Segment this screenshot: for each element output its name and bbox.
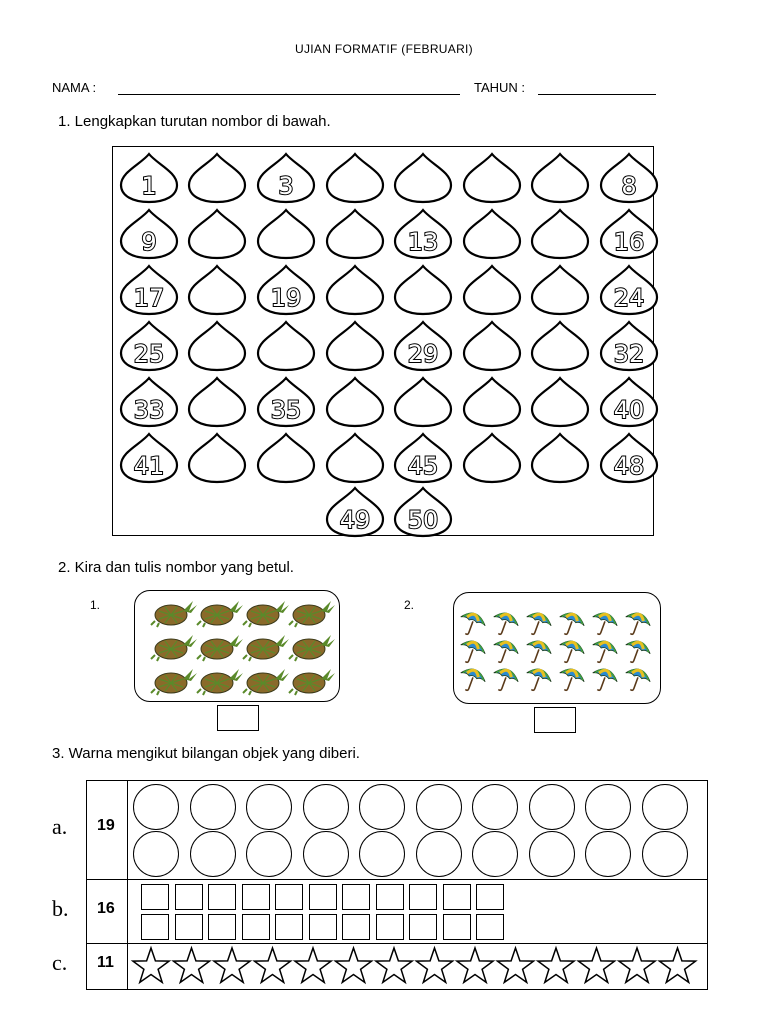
- raindrop-number: [393, 486, 453, 538]
- umbrella-icon: [555, 609, 587, 639]
- pineapple-icon: [151, 669, 197, 695]
- color-square[interactable]: [242, 884, 270, 910]
- umbrella-icon: [555, 665, 587, 695]
- umbrella-icon: [522, 637, 554, 667]
- raindrop-number: [393, 320, 453, 372]
- pineapple-icon: [151, 635, 197, 661]
- color-square[interactable]: [342, 914, 370, 940]
- raindrop-outline: [327, 210, 383, 258]
- sequence-number: 29: [407, 340, 439, 368]
- raindrop-blank[interactable]: [393, 152, 453, 204]
- color-square[interactable]: [275, 884, 303, 910]
- raindrop-outline: [189, 210, 245, 258]
- raindrop-number: [599, 432, 659, 484]
- color-square[interactable]: [309, 884, 337, 910]
- raindrop-blank[interactable]: [187, 208, 247, 260]
- color-star[interactable]: [497, 948, 533, 982]
- pineapple-icon: [197, 635, 243, 661]
- sequence-number: 35: [270, 396, 302, 424]
- raindrop-outline: [464, 378, 520, 426]
- umbrella-icon: [456, 665, 488, 695]
- raindrop-number: [256, 152, 316, 204]
- umbrella-icon: [489, 637, 521, 667]
- sequence-number: 32: [613, 340, 645, 368]
- color-circle[interactable]: [472, 831, 518, 877]
- raindrop-outline: [395, 378, 451, 426]
- row-b-count: 16: [97, 900, 115, 917]
- color-square[interactable]: [175, 884, 203, 910]
- sequence-number: 19: [270, 284, 302, 312]
- color-square[interactable]: [275, 914, 303, 940]
- color-star[interactable]: [538, 948, 574, 982]
- color-square[interactable]: [376, 914, 404, 940]
- color-circle[interactable]: [585, 831, 631, 877]
- umbrella-icon: [588, 665, 620, 695]
- raindrop-blank[interactable]: [187, 152, 247, 204]
- raindrop-blank[interactable]: [462, 264, 522, 316]
- color-square[interactable]: [208, 914, 236, 940]
- pineapple-icon: [243, 635, 289, 661]
- color-star[interactable]: [254, 948, 290, 982]
- raindrop-blank[interactable]: [325, 432, 385, 484]
- color-circle[interactable]: [133, 831, 179, 877]
- pineapple-icon: [151, 601, 197, 627]
- raindrop-outline: [532, 322, 588, 370]
- color-square[interactable]: [376, 884, 404, 910]
- sequence-number: 45: [407, 452, 439, 480]
- star-group: [131, 945, 705, 989]
- raindrop-outline: [258, 434, 314, 482]
- sequence-number: 9: [141, 228, 157, 256]
- row-c-count: 11: [97, 954, 114, 971]
- row-b-letter: b.: [52, 896, 69, 921]
- raindrop-blank[interactable]: [256, 208, 316, 260]
- raindrop-outline: [532, 378, 588, 426]
- sequence-number: 16: [613, 228, 645, 256]
- umbrella-icon: [621, 609, 653, 639]
- pineapple-icon: [197, 669, 243, 695]
- raindrop-outline: [327, 322, 383, 370]
- year-label: TAHUN :: [474, 80, 526, 95]
- umbrella-icon: [522, 609, 554, 639]
- pineapple-icon: [289, 601, 335, 627]
- color-circle[interactable]: [133, 784, 179, 830]
- color-circle[interactable]: [642, 831, 688, 877]
- color-circle[interactable]: [585, 784, 631, 830]
- umbrella-icon: [555, 637, 587, 667]
- color-square[interactable]: [443, 914, 471, 940]
- color-circle[interactable]: [303, 784, 349, 830]
- name-answer-line[interactable]: [118, 94, 460, 95]
- color-circle[interactable]: [359, 831, 405, 877]
- raindrop-blank[interactable]: [462, 152, 522, 204]
- sequence-number: 50: [407, 506, 439, 534]
- color-circle[interactable]: [190, 784, 236, 830]
- question-3-instruction: 3. Warna mengikut bilangan objek yang diberi.: [52, 745, 360, 762]
- sequence-number: 41: [133, 452, 165, 480]
- pineapple-icon: [197, 601, 243, 627]
- raindrop-outline: [395, 266, 451, 314]
- color-circle[interactable]: [246, 784, 292, 830]
- sequence-number: 40: [613, 396, 645, 424]
- umbrella-icon: [621, 637, 653, 667]
- raindrop-blank[interactable]: [325, 152, 385, 204]
- color-square[interactable]: [342, 884, 370, 910]
- row-c-letter: c.: [52, 950, 68, 975]
- answer-box-1[interactable]: [217, 705, 259, 731]
- raindrop-number: [119, 208, 179, 260]
- umbrella-icon: [456, 609, 488, 639]
- row-a-count: 19: [97, 817, 115, 834]
- color-square[interactable]: [141, 884, 169, 910]
- color-square[interactable]: [175, 914, 203, 940]
- item-2-label: 2.: [404, 598, 415, 612]
- color-square[interactable]: [409, 884, 437, 910]
- question-2-instruction: 2. Kira dan tulis nombor yang betul.: [58, 559, 294, 576]
- sequence-number: 48: [613, 452, 645, 480]
- umbrella-icon: [489, 609, 521, 639]
- raindrop-blank[interactable]: [393, 376, 453, 428]
- color-square[interactable]: [476, 884, 504, 910]
- raindrop-number: [599, 320, 659, 372]
- color-circle[interactable]: [246, 831, 292, 877]
- raindrop-number: [119, 152, 179, 204]
- raindrop-outline: [532, 154, 588, 202]
- color-circle[interactable]: [303, 831, 349, 877]
- raindrop-number: [119, 264, 179, 316]
- sequence-number: 13: [407, 228, 439, 256]
- raindrop-number: [393, 208, 453, 260]
- raindrop-number: [393, 432, 453, 484]
- raindrop-blank[interactable]: [393, 264, 453, 316]
- raindrop-outline: [189, 266, 245, 314]
- color-star[interactable]: [619, 948, 655, 982]
- color-star[interactable]: [335, 948, 371, 982]
- color-star[interactable]: [173, 948, 209, 982]
- raindrop-number: [599, 152, 659, 204]
- pineapple-icon: [243, 669, 289, 695]
- raindrop-blank[interactable]: [530, 376, 590, 428]
- umbrella-group: [454, 593, 662, 705]
- raindrop-blank[interactable]: [530, 152, 590, 204]
- umbrella-icon: [456, 637, 488, 667]
- color-circle[interactable]: [529, 784, 575, 830]
- umbrella-icon: [522, 665, 554, 695]
- color-star[interactable]: [214, 948, 250, 982]
- sequence-number: 33: [133, 396, 165, 424]
- raindrop-outline: [258, 322, 314, 370]
- raindrop-blank[interactable]: [325, 264, 385, 316]
- raindrop-blank[interactable]: [256, 320, 316, 372]
- color-star[interactable]: [416, 948, 452, 982]
- umbrella-icon: [588, 637, 620, 667]
- raindrop-blank[interactable]: [462, 432, 522, 484]
- sequence-number: 8: [621, 172, 637, 200]
- raindrop-outline: [258, 210, 314, 258]
- color-star[interactable]: [457, 948, 493, 982]
- color-circle[interactable]: [416, 831, 462, 877]
- color-square[interactable]: [476, 914, 504, 940]
- color-circle[interactable]: [190, 831, 236, 877]
- raindrop-number: [119, 320, 179, 372]
- raindrop-blank[interactable]: [530, 320, 590, 372]
- raindrop-outline: [464, 210, 520, 258]
- raindrop-outline: [327, 378, 383, 426]
- color-square[interactable]: [409, 914, 437, 940]
- raindrop-blank[interactable]: [462, 376, 522, 428]
- pineapple-group: [135, 591, 341, 703]
- raindrop-blank[interactable]: [187, 376, 247, 428]
- raindrop-outline: [395, 154, 451, 202]
- raindrop-number: [599, 208, 659, 260]
- sequence-number: 49: [339, 506, 371, 534]
- worksheet-title: UJIAN FORMATIF (FEBRUARI): [295, 42, 473, 56]
- umbrella-icon: [588, 609, 620, 639]
- raindrop-outline: [464, 434, 520, 482]
- raindrop-number: [599, 264, 659, 316]
- color-square[interactable]: [443, 884, 471, 910]
- color-circle[interactable]: [642, 784, 688, 830]
- name-label: NAMA :: [52, 80, 97, 95]
- color-circle[interactable]: [416, 784, 462, 830]
- color-square[interactable]: [141, 914, 169, 940]
- raindrop-outline: [464, 266, 520, 314]
- raindrop-blank[interactable]: [530, 208, 590, 260]
- raindrop-blank[interactable]: [187, 264, 247, 316]
- umbrella-icon: [489, 665, 521, 695]
- color-circle[interactable]: [529, 831, 575, 877]
- umbrella-picture-box: [453, 592, 661, 704]
- row-divider: [87, 879, 707, 880]
- color-star[interactable]: [376, 948, 412, 982]
- raindrop-outline: [189, 322, 245, 370]
- raindrop-blank[interactable]: [325, 376, 385, 428]
- raindrop-outline: [189, 434, 245, 482]
- color-star[interactable]: [133, 948, 169, 982]
- pineapple-icon: [289, 635, 335, 661]
- raindrop-number: [119, 432, 179, 484]
- raindrop-outline: [464, 154, 520, 202]
- raindrop-number: [325, 486, 385, 538]
- raindrop-blank[interactable]: [530, 432, 590, 484]
- raindrop-outline: [532, 434, 588, 482]
- raindrop-blank[interactable]: [187, 432, 247, 484]
- raindrop-outline: [189, 154, 245, 202]
- year-answer-line[interactable]: [538, 94, 656, 95]
- answer-box-2[interactable]: [534, 707, 576, 733]
- row-a-letter: a.: [52, 814, 68, 839]
- pineapple-icon: [289, 669, 335, 695]
- raindrop-blank[interactable]: [530, 264, 590, 316]
- raindrop-number: [599, 376, 659, 428]
- color-circle[interactable]: [472, 784, 518, 830]
- sequence-number: 17: [133, 284, 165, 312]
- raindrop-blank[interactable]: [462, 208, 522, 260]
- color-square[interactable]: [242, 914, 270, 940]
- raindrop-outline: [327, 154, 383, 202]
- raindrop-outline: [532, 210, 588, 258]
- raindrop-blank[interactable]: [256, 432, 316, 484]
- sequence-number: 1: [141, 172, 157, 200]
- raindrop-number: [119, 376, 179, 428]
- raindrop-blank[interactable]: [325, 320, 385, 372]
- raindrop-blank[interactable]: [462, 320, 522, 372]
- color-square[interactable]: [309, 914, 337, 940]
- raindrop-outline: [464, 322, 520, 370]
- color-count-table: [86, 780, 708, 990]
- raindrop-outline: [327, 434, 383, 482]
- color-star[interactable]: [659, 948, 695, 982]
- raindrop-number: [256, 264, 316, 316]
- raindrop-outline: [532, 266, 588, 314]
- pineapple-picture-box: [134, 590, 340, 702]
- raindrop-outline: [327, 266, 383, 314]
- umbrella-icon: [621, 665, 653, 695]
- color-square[interactable]: [208, 884, 236, 910]
- raindrop-blank[interactable]: [325, 208, 385, 260]
- color-star[interactable]: [295, 948, 331, 982]
- raindrop-number: [256, 376, 316, 428]
- color-circle[interactable]: [359, 784, 405, 830]
- raindrop-outline: [189, 378, 245, 426]
- question-1-instruction: 1. Lengkapkan turutan nombor di bawah.: [58, 113, 331, 130]
- color-star[interactable]: [578, 948, 614, 982]
- sequence-number: 3: [278, 172, 294, 200]
- pineapple-icon: [243, 601, 289, 627]
- raindrop-blank[interactable]: [187, 320, 247, 372]
- sequence-number: 25: [133, 340, 165, 368]
- item-1-label: 1.: [90, 598, 101, 612]
- row-divider: [87, 943, 707, 944]
- sequence-number: 24: [613, 284, 645, 312]
